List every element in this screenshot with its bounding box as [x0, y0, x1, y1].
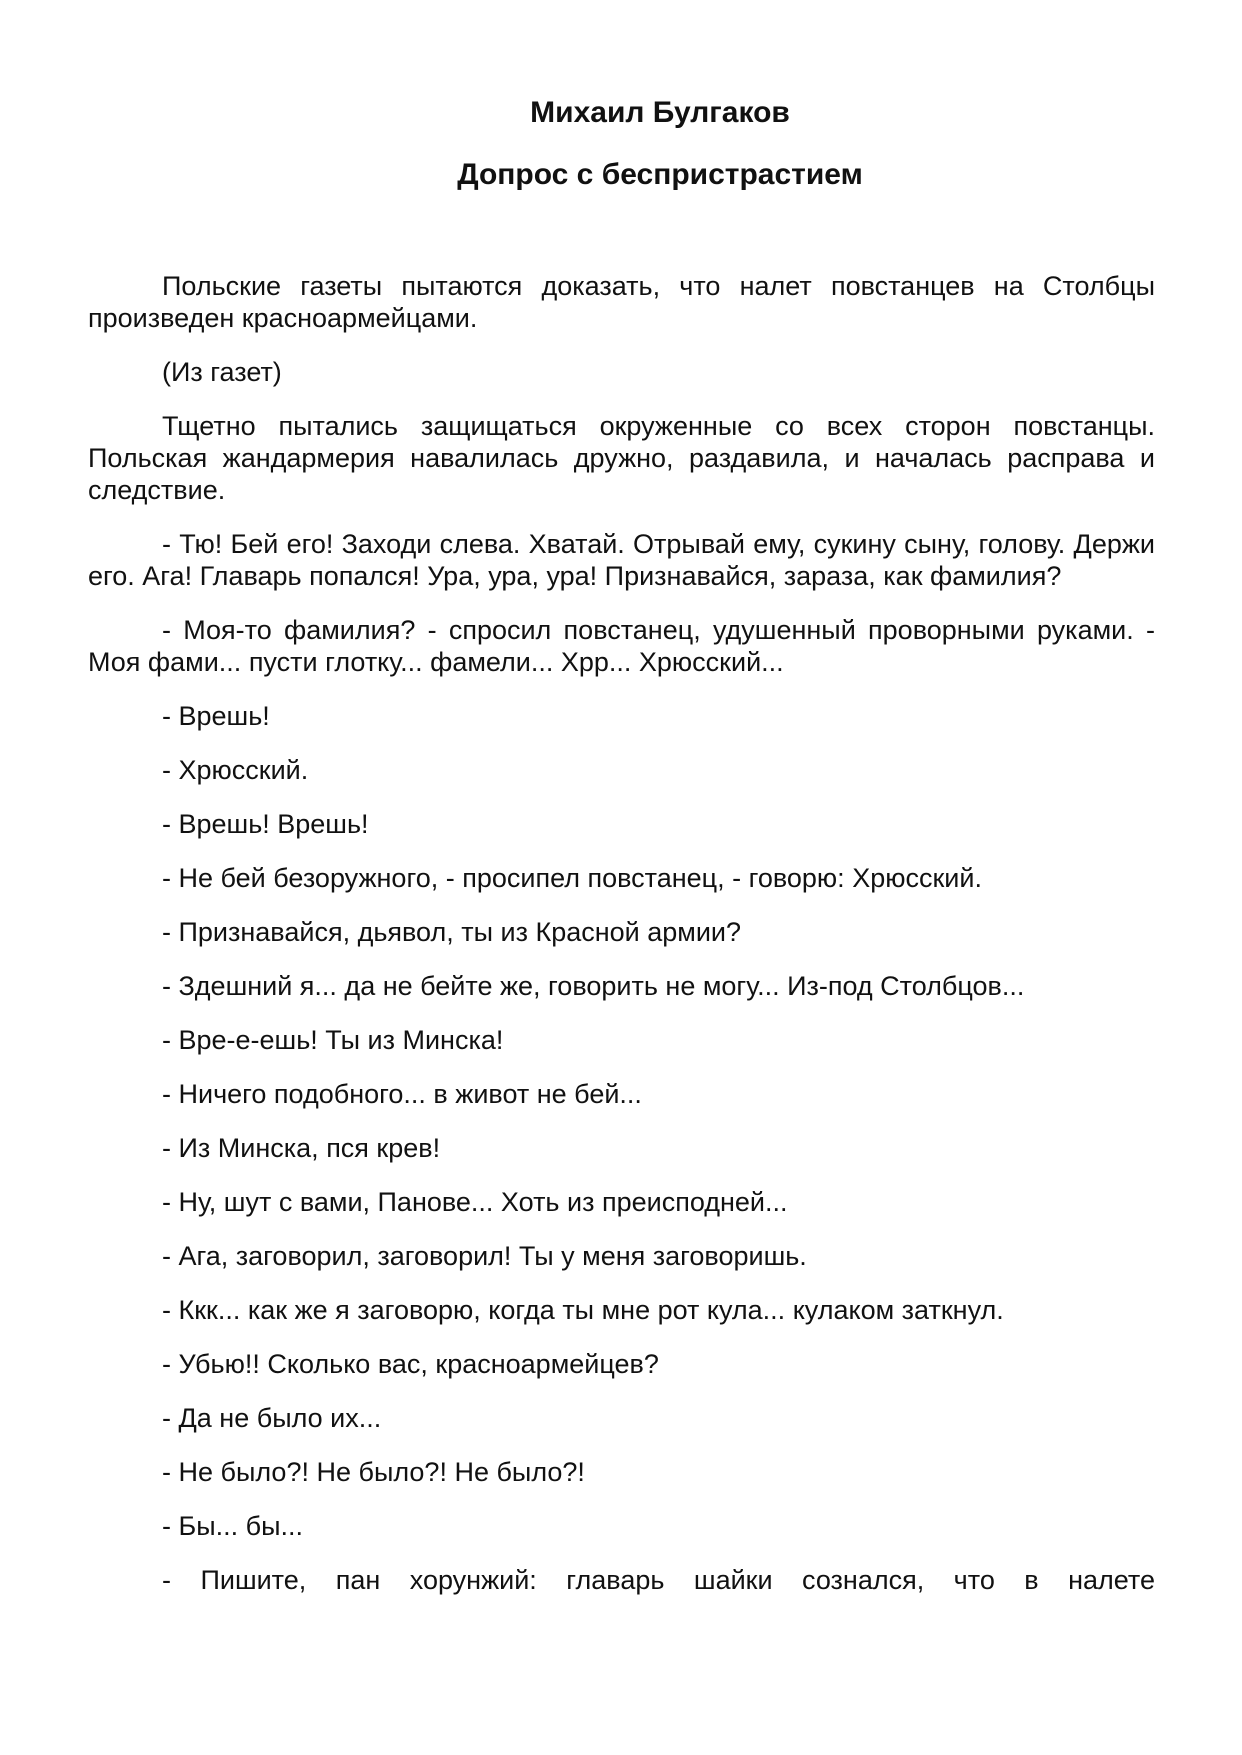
epigraph-source: (Из газет)	[162, 357, 282, 387]
dialogue-line: - Из Минска, пся крев!	[162, 1133, 441, 1163]
dialogue-line: - Здешний я... да не бейте же, говорить не могу... Из-под Столбцов...	[162, 971, 1025, 1001]
dialogue-line: - Врешь! Врешь!	[162, 809, 369, 839]
dialogue-line: - Моя-то фамилия? - спросил повстанец, удушенный проворными руками. - Моя фами... пусти глотку... фамели... Хрр... Хрюсский...	[88, 615, 1155, 677]
dialogue-line: - Бы... бы...	[162, 1511, 303, 1541]
dialogue-line: - Врешь!	[162, 701, 270, 731]
dialogue-line: - Ага, заговорил, заговорил! Ты у меня заговоришь.	[162, 1241, 807, 1271]
story-body	[88, 270, 1155, 1596]
author-name: Михаил Булгаков	[530, 96, 790, 129]
dialogue-line: - Признавайся, дьявол, ты из Красной армии?	[162, 917, 742, 947]
dialogue-line: - Не было?! Не было?! Не было?!	[162, 1457, 585, 1487]
dialogue-line: - Хрюсский.	[162, 755, 309, 785]
dialogue-line: - Ничего подобного... в живот не бей...	[162, 1079, 642, 1109]
narration-paragraph: Тщетно пытались защищаться окруженные со всех сторон повстанцы. Польская жандармерия навалилась дружно, раздавила, и началась расправа и следствие.	[88, 411, 1155, 505]
epigraph: Польские газеты пытаются доказать, что налет повстанцев на Столбцы произведен красноармейцами.	[88, 271, 1155, 333]
dialogue-line: - Вре-е-ешь! Ты из Минска!	[162, 1025, 504, 1055]
dialogue-line: - Убью!! Сколько вас, красноармейцев?	[162, 1349, 659, 1379]
dialogue-line: - Ну, шут с вами, Панове... Хоть из преисподней...	[162, 1187, 788, 1217]
dialogue-line: - Не бей безоружного, - просипел повстанец, - говорю: Хрюсский.	[162, 863, 982, 893]
dialogue-line: - Тю! Бей его! Заходи слева. Хватай. Отрывай ему, сукину сыну, голову. Держи его. Ага! Главарь попался! Ура, ура, ура! Признавайся, зараза, как фамилия?	[88, 529, 1155, 591]
story-title: Допрос с беспристрастием	[457, 158, 863, 191]
dialogue-line: - Ккк... как же я заговорю, когда ты мне рот кула... кулаком заткнул.	[162, 1295, 1004, 1325]
dialogue-line: - Да не было их...	[162, 1403, 382, 1433]
dialogue-line: - Пишите, пан хорунжий: главарь шайки сознался, что в налете	[162, 1565, 1155, 1595]
